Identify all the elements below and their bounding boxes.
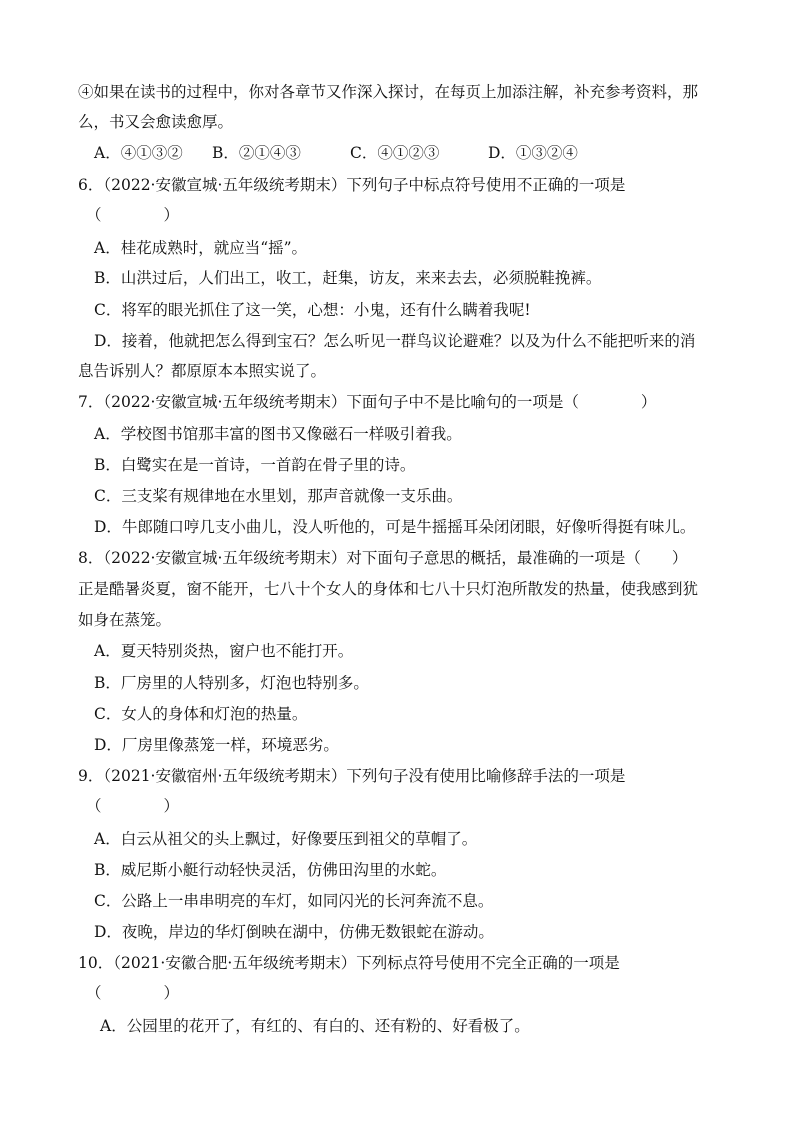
q9-option-b: B．威尼斯小艇行动轻快灵活，仿佛田沟里的水蛇。	[94, 861, 447, 879]
q8-option-b: B．厂房里的人特别多，灯泡也特别多。	[94, 674, 369, 692]
q9-option-a: A．白云从祖父的头上飘过，好像要压到祖父的草帽了。	[94, 830, 478, 848]
q6-option-d: D．接着，他就把怎么得到宝石？怎么听见一群鸟议论避难？以及为什么不能把听来的消	[94, 332, 696, 350]
q5-text-line-1: ④如果在读书的过程中，你对各章节又作深入探讨，在每页上加添注解，补充参考资料，那	[78, 83, 699, 101]
q7-option-c: C．三支桨有规律地在水里划，那声音就像一支乐曲。	[94, 487, 463, 505]
q7-stem-line-1: 7．（2022·安徽宣城·五年级统考期末）下面句子中不是比喻句的一项是（ ）	[78, 393, 657, 411]
q7-option-a: A．学校图书馆那丰富的图书又像磁石一样吸引着我。	[94, 425, 462, 443]
q8-stem-line-3: 如身在蒸笼。	[78, 611, 172, 629]
q7-option-b: B．白鹭实在是一首诗，一首韵在骨子里的诗。	[94, 456, 416, 474]
q6-option-b: B．山洪过后，人们出工，收工，赶集，访友，来来去去，必须脱鞋挽裤。	[94, 269, 602, 287]
q8-option-c: C．女人的身体和灯泡的热量。	[94, 705, 308, 723]
q8-stem-line-2: 正是酷暑炎夏，窗不能开，七八十个女人的身体和七八十只灯泡所散发的热量，使我感到犹	[78, 580, 699, 598]
q9-stem-line-1: 9．（2021·安徽宿州·五年级统考期末）下列句子没有使用比喻修辞手法的一项是	[78, 767, 626, 785]
q6-option-c: C．将军的眼光抓住了这一笑，心想：小鬼，还有什么瞒着我呢!	[94, 301, 531, 319]
q6-answer-blank: （ ）	[86, 206, 180, 224]
q9-option-d: D．夜晚，岸边的华灯倒映在湖中，仿佛无数银蛇在游动。	[94, 923, 494, 941]
q10-stem-line-1: 10．（2021·安徽合肥·五年级统考期末）下列标点符号使用不完全正确的一项是	[78, 954, 620, 972]
q5-option-b: B．②①④③	[212, 144, 301, 162]
q8-option-d: D．厂房里像蒸笼一样，环境恶劣。	[94, 736, 339, 754]
q6-option-d-continued: 息告诉别人？都原原本本照实说了。	[78, 362, 327, 380]
q7-option-d: D．牛郎随口哼几支小曲儿，没人听他的，可是牛摇摇耳朵闭闭眼，好像听得挺有味儿。	[94, 518, 696, 536]
q5-text-line-2: 么，书又会愈读愈厚。	[78, 113, 234, 131]
q8-stem-line-1: 8．（2022·安徽宣城·五年级统考期末）对下面句子意思的概括，最准确的一项是（ ）	[78, 549, 688, 567]
q9-option-c: C．公路上一串串明亮的车灯，如同闪光的长河奔流不息。	[94, 892, 494, 910]
q9-answer-blank: （ ）	[86, 797, 180, 815]
q6-option-a: A．桂花成熟时，就应当“摇”。	[94, 239, 308, 257]
q10-answer-blank: （ ）	[86, 984, 180, 1002]
q5-options	[94, 143, 734, 163]
q6-stem-line-1: 6．（2022·安徽宣城·五年级统考期末）下列句子中标点符号使用不正确的一项是	[78, 176, 626, 194]
q5-option-c: C．④①②③	[350, 144, 440, 162]
q10-option-a: A．公园里的花开了，有红的、有白的、还有粉的、好看极了。	[100, 1017, 530, 1035]
q5-option-a: A．④①③②	[94, 144, 183, 162]
q5-option-d: D．①③②④	[488, 144, 578, 162]
q8-option-a: A．夏天特别炎热，窗户也不能打开。	[94, 642, 354, 660]
